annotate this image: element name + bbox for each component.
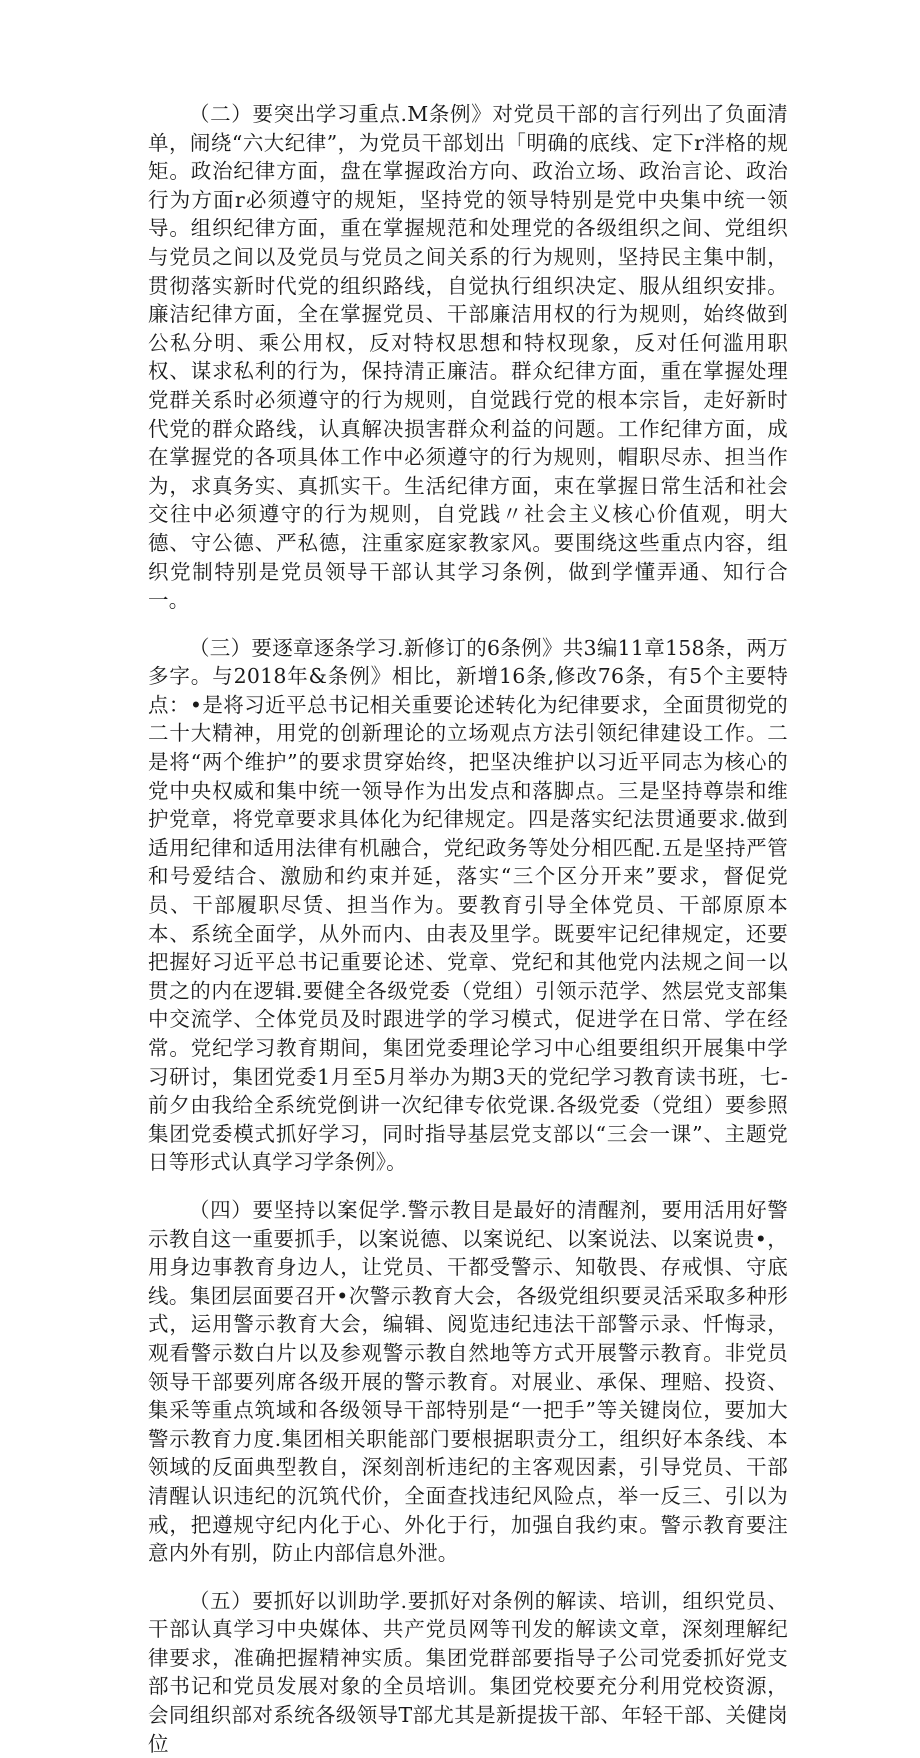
document-page bbox=[148, 100, 788, 1758]
paragraph-2-study-focus: （二）要突出学习重点.M条例》对党员干部的言行列出了负面清单，闹绕“六大纪律”，为党员干部划出「明确的底线、定下r泮格的规矩。政治纪律方面，盘在掌握政治方向、政治立场、政治言论、政治行为方面r必须遵守的规矩，坚持党的领导特别是党中央集中统一领导。组织纪律方面，重在掌握规范和处理党的各级组织之间、党组织与党员之间以及党员与党员之间关系的行为规则，坚持民主集中制，贯彻落实新时代党的组织路线，自觉执行组织决定、服从组织安排。廉洁纪律方面，全在掌握党员、干部廉洁用权的行为规则，始终做到公私分明、乘公用权，反对特权思想和特权现象，反对任何滥用职权、谋求私利的行为，保持清正廉洁。群众纪律方面，重在掌握处理党群关系时必须遵守的行为规则，自觉践行党的根本宗旨，走好新时代党的群众路线，认真解决损害群众利益的问题。工作纪律方面，成在掌握党的各项具体工作中必须遵守的行为规则，帽职尽赤、担当作为，求真务实、真抓实干。生活纪律方面，束在掌握日常生活和社会交往中必须遵守的行为规则，自党践〃社会主义核心价值观，明大德、守公德、严私德，注重家庭家教家风。要围绕这些重点内容，组织党制特别是党员领导干部认其学习条例，做到学懂弄通、知行合一。 bbox=[148, 102, 788, 613]
paragraph-5-training-study: （五）要抓好以训助学.要抓好对条例的解读、培训，组织党员、干部认真学习中央媒体、共产党员网等刊发的解读文章，深刻理解纪律要求，准确把握精神实质。集团党群部要指导子公司党委抓好党支部书记和党员发展对象的全员培训。集团党校要充分利用党校资源，会同组织部对系统各级领导T部尤其是新提拔干部、年轻干部、关健岗位 bbox=[148, 1588, 788, 1756]
paragraph-4-case-based-study: （四）要坚持以案促学.警示教目是最好的清醒剂，要用活用好警示教自这一重要抓手，以案说德、以案说纪、以案说法、以案说贵•，用身边事教育身边人，让党员、干都受警示、知敬畏、存戒惧、守底线。集团层面要召开•次警示教育大会，各级党组织要灵活采取多种形式，运用警示教育大会，编辑、阅览违纪违法干部警示录、忏悔录，观看警示数白片以及参观警示教自然地等方式开展警示教育。非党员领导干部要列席各级开展的警示教育。对展业、承保、理赔、投资、集采等重点筑域和各级领导干部特别是“一把手”等关键岗位，要加大警示教育力度.集团相关职能部门要根据职责分工，组织好本条线、本领域的反面典型教自，深刻剖析违纪的主客观因素，引导党员、干部清醒认识违纪的沉筑代价，全面查找违纪风险点，举一反三、引以为戒，把遵规守纪内化于心、外化于行，加强自我约束。警示教育要注意内外有别，防止内部信息外泄。 bbox=[148, 1197, 788, 1566]
paragraph-3-study-by-article: （三）要逐章逐条学习.新修订的6条例》共3编11章158条，两万多字。与2018年&条例》相比，新增16条,修改76条，有5个主要特点：•是将习近平总书记相关重要论述转化为纪律要求，全面贯彻党的二十大精神，用党的创新理论的立场观点方法引领纪律建设工作。二是将“两个维护”的要求贯穿始终，把坚决维护以习近平同志为核心的党中央权威和集中统一领导作为出发点和落脚点。三是坚持尊崇和维护党章，将党章要求具体化为纪律规定。四是落实纪法贯通要求.做到适用纪律和适用法律有机融合，党纪政务等处分相匹配.五是坚持严管和号爱结合、激励和约束并延，落实“三个区分开来”要求，督促党员、干部履职尽赁、担当作为。要教育引导全体党员、干部原原本本、系统全面学，从外而内、由表及里学。既要牢记纪律规定，还要把握好习近平总书记重要论述、党章、党纪和其他党内法规之间一以贯之的内在逻辑.要健全各级党委（党组）引领示范学、然层党支部集中交流学、仝体党员及时跟进学的学习模式，促进学在日常、学在经常。党纪学习教育期间，集团党委理论学习中心组要组织开展集中学习研讨，集团党委1月至5月举办为期3天的党纪学习教育读书班，七-前夕由我给全系统党倒讲一次纪律专依党课.各级党委（党组）要参照集团党委模式抓好学习，同时指导基层党支部以“三会一课”、主题党日等形式认真学习学条例》。 bbox=[148, 635, 788, 1175]
